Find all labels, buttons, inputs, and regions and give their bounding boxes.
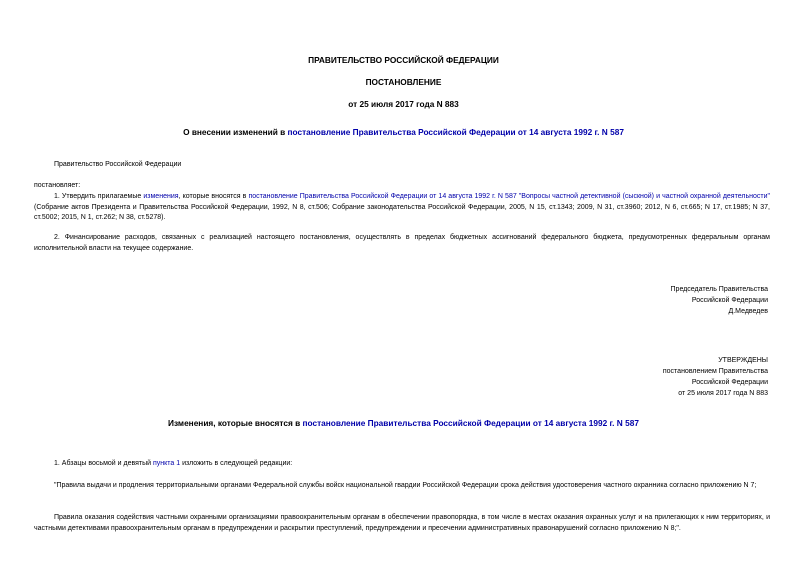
p1-text-2: , которые вносятся в (178, 193, 249, 200)
doc-title-prefix: О внесении изменений в (183, 127, 288, 137)
signature-line-3: Д.Медведев (728, 308, 768, 315)
p1-changes-link[interactable]: изменения (143, 193, 179, 200)
doc-date-number: от 25 июля 2017 года N 883 (348, 99, 459, 109)
signature-block (671, 284, 768, 317)
approval-line-4: от 25 июля 2017 года N 883 (678, 390, 768, 397)
changes-item-1 (34, 459, 770, 470)
p1-text-3: (Собрание актов Президента и Правительства Российской Федерации, 1992, N 8, ст.506; Собрание законодательства Российской Федерации, 2005, N 15, ст.1343; 2009, N 31, ст.3960; 2012, N 6, ст.665; N 17, ст.1985; N 37, ст.5002; 2015, N 1, ст.262; N 38, ст.5278). (34, 203, 770, 221)
approval-line-3: Российской Федерации (691, 379, 768, 386)
paragraph-2: 2. Финансирование расходов, связанных с реализацией настоящего постановления, осуществлять в пределах бюджетных ассигнований федерального бюджета, предусмотренных федеральным органам исполнительной власти на текущее содержание. (34, 234, 770, 252)
government-heading: ПРАВИТЕЛЬСТВО РОССИЙСКОЙ ФЕДЕРАЦИИ (308, 55, 499, 65)
doc-title (0, 127, 807, 138)
quote-paragraph-1: "Правила выдачи и продления территориальными органами Федеральной службы войск национальной гвардии Российской Федерации срока действия удостоверения частного охранника согласно приложению N 7; (54, 482, 757, 489)
changes-title (0, 418, 807, 429)
paragraph-1 (34, 192, 770, 224)
approval-block (663, 355, 768, 399)
p1-resolution-link[interactable]: постановление Правительства Российской Федерации от 14 августа 1992 г. N 587 "Вопросы частной детективной (сыскной) и частной охранной деятельности" (248, 193, 770, 200)
approval-line-2: постановлением Правительства (662, 368, 768, 375)
doc-type-heading: ПОСТАНОВЛЕНИЕ (365, 77, 442, 87)
intro-text: Правительство Российской Федерации (54, 161, 182, 168)
signature-line-1: Председатель Правительства (670, 286, 768, 293)
doc-title-link[interactable]: постановление Правительства Российской Федерации от 14 августа 1992 г. N 587 (287, 127, 624, 137)
quote-paragraph-2: Правила оказания содействия частными охранными организациями правоохранительным органам в обеспечении правопорядка, в том числе в местах оказания охранных услуг и на прилегающих к ним территориях, и частными детективами правоохранительным органам в предупреждении и раскрытии преступлений, предупреждении и пресечении административных правонарушений согласно приложению N 8;". (34, 514, 770, 532)
changes-title-prefix: Изменения, которые вносятся в (168, 418, 303, 428)
signature-line-2: Российской Федерации (691, 297, 768, 304)
p1-text-1: 1. Утвердить прилагаемые (54, 193, 144, 200)
item1-point-link[interactable]: пункта 1 (153, 460, 181, 467)
changes-title-link[interactable]: постановление Правительства Российской Федерации от 14 августа 1992 г. N 587 (302, 418, 639, 428)
approval-line-1: УТВЕРЖДЕНЫ (718, 357, 768, 364)
decides-text: постановляет: (34, 182, 81, 189)
item1-text-2: изложить в следующей редакции: (180, 460, 293, 467)
item1-text-1: 1. Абзацы восьмой и девятый (54, 460, 153, 467)
